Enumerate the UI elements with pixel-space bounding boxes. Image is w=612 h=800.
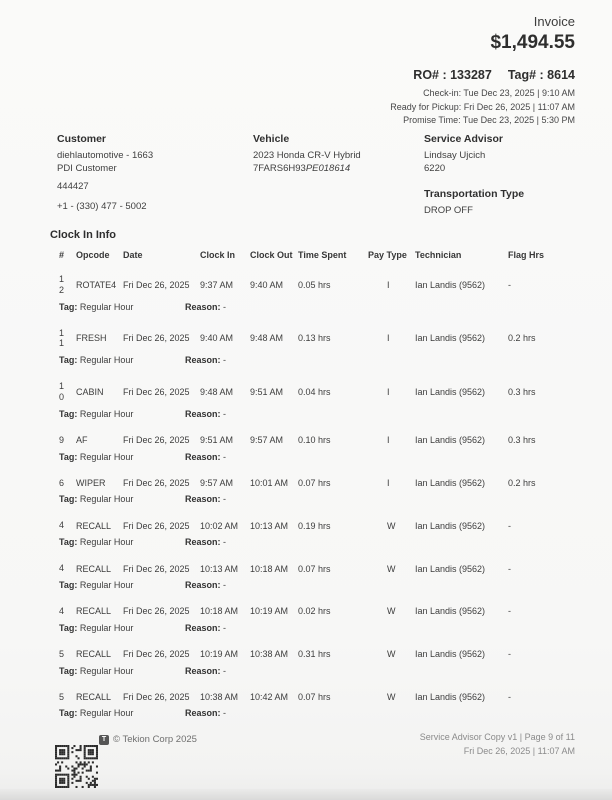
row-reason-value: -: [223, 622, 227, 633]
row-time-spent: 0.10 hrs: [298, 435, 331, 446]
row-pay-type: W: [387, 520, 396, 531]
col-header-clock-out: Clock Out: [250, 250, 293, 260]
row-opcode: AF: [76, 435, 88, 446]
row-pay-type: I: [387, 386, 390, 397]
copy-version-page: Service Advisor Copy v1 | Page 9 of 11: [419, 732, 575, 742]
row-pay-type: I: [387, 435, 390, 446]
row-clock-in: 9:57 AM: [200, 477, 234, 488]
col-header-flag-hrs: Flag Hrs: [508, 250, 545, 260]
row-flag-hrs: -: [508, 520, 511, 531]
row-clock-out: 10:42 AM: [250, 691, 289, 702]
clock-in-title: Clock In Info: [50, 229, 116, 241]
customer-heading: Customer: [57, 133, 107, 145]
row-tag-label: Tag:: [59, 622, 78, 633]
vehicle-heading: Vehicle: [253, 133, 290, 145]
row-reason-value: -: [223, 494, 227, 505]
row-date: Fri Dec 26, 2025: [123, 563, 190, 574]
row-clock-in: 10:18 AM: [200, 606, 239, 617]
row-date: Fri Dec 26, 2025: [123, 477, 190, 488]
promise-time-line: Promise Time: Tue Dec 23, 2025 | 5:30 PM: [403, 115, 575, 125]
col-header-pay-type: Pay Type: [368, 250, 407, 260]
vehicle-vin: [253, 163, 424, 176]
row-technician: Ian Landis (9562): [415, 520, 486, 531]
vin-suffix: PE018614: [305, 162, 351, 174]
row-number: 12: [59, 274, 65, 295]
row-reason-label: Reason:: [185, 451, 221, 462]
row-technician: Ian Landis (9562): [415, 333, 486, 344]
table-row: [59, 598, 575, 641]
row-clock-in: 9:48 AM: [200, 386, 234, 397]
table-row: [59, 555, 575, 598]
row-clock-out: 10:01 AM: [250, 477, 289, 488]
row-date: Fri Dec 26, 2025: [123, 606, 190, 617]
row-reason-label: Reason:: [185, 408, 221, 419]
ro-tag-line: [390, 68, 575, 82]
copyright-text: © Tekion Corp 2025: [113, 734, 197, 745]
row-tag-label: Tag:: [59, 355, 78, 366]
row-tag-value: Regular Hour: [79, 494, 134, 505]
invoice-title: Invoice: [533, 14, 575, 29]
row-tag-value: Regular Hour: [79, 451, 134, 462]
row-clock-in: 9:40 AM: [200, 333, 234, 344]
vehicle-block: [253, 133, 424, 218]
row-pay-type: W: [387, 649, 396, 660]
col-header-num: #: [59, 250, 65, 260]
row-technician: Ian Landis (9562): [415, 477, 486, 488]
row-opcode: FRESH: [76, 333, 107, 344]
row-clock-out: 10:18 AM: [250, 563, 289, 574]
row-clock-out: 10:13 AM: [250, 520, 289, 531]
row-reason-label: Reason:: [185, 537, 221, 548]
customer-number: 444427: [57, 181, 89, 192]
col-header-date: Date: [123, 250, 143, 260]
row-date: Fri Dec 26, 2025: [123, 649, 190, 660]
row-date: Fri Dec 26, 2025: [123, 386, 190, 397]
row-tag-label: Tag:: [59, 537, 78, 548]
row-tag-label: Tag:: [59, 708, 78, 719]
table-row: [59, 470, 575, 513]
service-advisor-name: Lindsay Ujcich: [424, 150, 486, 161]
vehicle-model: 2023 Honda CR-V Hybrid: [253, 150, 361, 161]
row-flag-hrs: 0.3 hrs: [508, 435, 536, 446]
table-row: [59, 427, 575, 470]
row-tag-value: Regular Hour: [79, 537, 134, 548]
row-opcode: CABIN: [76, 386, 104, 397]
row-clock-in: 9:51 AM: [200, 435, 234, 446]
print-timestamp: Fri Dec 26, 2025 | 11:07 AM: [463, 745, 575, 756]
row-reason-value: -: [223, 408, 227, 419]
row-clock-in: 9:37 AM: [200, 279, 234, 290]
row-pay-type: W: [387, 563, 396, 574]
row-technician: Ian Landis (9562): [415, 606, 486, 617]
row-clock-out: 10:19 AM: [250, 606, 289, 617]
row-tag-label: Tag:: [59, 301, 78, 312]
table-header-row: [59, 247, 575, 266]
invoice-amount: $1,494.55: [490, 32, 575, 53]
row-flag-hrs: -: [508, 691, 511, 702]
row-tag-label: Tag:: [59, 579, 78, 590]
service-advisor-heading: Service Advisor: [424, 133, 503, 145]
row-clock-out: 9:51 AM: [250, 386, 284, 397]
row-pay-type: I: [387, 279, 390, 290]
header-dates: [390, 87, 575, 128]
table-row: [59, 320, 575, 374]
check-in-line: Check-in: Tue Dec 23, 2025 | 9:10 AM: [423, 88, 575, 98]
row-reason-value: -: [223, 579, 227, 590]
row-technician: Ian Landis (9562): [415, 435, 486, 446]
row-flag-hrs: 0.3 hrs: [508, 386, 536, 397]
row-opcode: RECALL: [76, 563, 112, 574]
col-header-opcode: Opcode: [76, 250, 110, 260]
row-reason-value: -: [223, 537, 227, 548]
row-opcode: RECALL: [76, 691, 112, 702]
row-tag-label: Tag:: [59, 665, 78, 676]
transportation-heading: Transportation Type: [424, 188, 525, 200]
customer-type: PDI Customer: [57, 162, 117, 174]
row-time-spent: 0.19 hrs: [298, 520, 331, 531]
row-reason-label: Reason:: [185, 708, 221, 719]
row-technician: Ian Landis (9562): [415, 279, 486, 290]
clock-in-table: [59, 247, 575, 726]
table-row: [59, 512, 575, 555]
row-clock-out: 10:38 AM: [250, 649, 289, 660]
row-number: 5: [59, 691, 65, 702]
customer-block: [57, 133, 253, 218]
row-number: 11: [59, 327, 65, 349]
ready-for-pickup-line: Ready for Pickup: Fri Dec 26, 2025 | 11:07 AM: [390, 101, 575, 112]
row-reason-label: Reason:: [185, 494, 221, 505]
row-time-spent: 0.13 hrs: [298, 333, 331, 344]
row-flag-hrs: 0.2 hrs: [508, 477, 536, 488]
row-reason-label: Reason:: [185, 301, 221, 312]
table-row: [59, 266, 575, 320]
row-flag-hrs: -: [508, 649, 511, 660]
row-number: 9: [59, 434, 65, 445]
transportation-value: DROP OFF: [424, 205, 473, 216]
row-reason-value: -: [223, 355, 227, 366]
row-flag-hrs: -: [508, 606, 511, 617]
vin-prefix: 7FARS6H93: [253, 162, 306, 174]
row-clock-out: 9:40 AM: [250, 279, 284, 290]
row-clock-in: 10:02 AM: [200, 520, 239, 531]
row-pay-type: I: [387, 333, 390, 344]
row-time-spent: 0.05 hrs: [298, 279, 331, 290]
row-technician: Ian Landis (9562): [415, 563, 486, 574]
footer-copyright: [99, 734, 197, 745]
scan-edge-shadow: [0, 789, 612, 800]
row-opcode: RECALL: [76, 606, 112, 617]
table-row: [59, 373, 575, 427]
customer-phone: +1 - (330) 477 - 5002: [57, 200, 147, 212]
row-opcode: ROTATE4: [76, 279, 117, 290]
ro-number: RO# : 133287: [413, 68, 492, 82]
row-tag-label: Tag:: [59, 494, 78, 505]
row-opcode: WIPER: [76, 477, 106, 488]
row-flag-hrs: 0.2 hrs: [508, 333, 536, 344]
clock-table-body: [59, 266, 575, 726]
row-opcode: RECALL: [76, 649, 112, 660]
row-flag-hrs: -: [508, 279, 511, 290]
row-tag-value: Regular Hour: [79, 408, 134, 419]
invoice-header: [390, 14, 575, 128]
tekion-logo-icon: T: [99, 735, 109, 745]
row-reason-label: Reason:: [185, 355, 221, 366]
row-reason-value: -: [223, 451, 227, 462]
row-clock-in: 10:13 AM: [200, 563, 239, 574]
row-tag-value: Regular Hour: [79, 622, 134, 633]
row-date: Fri Dec 26, 2025: [123, 435, 190, 446]
row-technician: Ian Landis (9562): [415, 649, 486, 660]
row-date: Fri Dec 26, 2025: [123, 333, 190, 344]
row-time-spent: 0.07 hrs: [298, 691, 331, 702]
row-flag-hrs: -: [508, 563, 511, 574]
row-date: Fri Dec 26, 2025: [123, 520, 190, 531]
col-header-clock-in: Clock In: [200, 250, 236, 260]
row-clock-in: 10:19 AM: [200, 649, 239, 660]
qr-code: [55, 745, 98, 788]
transportation-block: [424, 188, 575, 218]
row-number: 10: [59, 381, 65, 402]
row-reason-value: -: [223, 301, 227, 312]
row-reason-label: Reason:: [185, 579, 221, 590]
row-clock-out: 9:57 AM: [250, 435, 284, 446]
row-time-spent: 0.02 hrs: [298, 606, 331, 617]
row-reason-value: -: [223, 665, 227, 676]
row-technician: Ian Landis (9562): [415, 691, 486, 702]
tag-number: Tag# : 8614: [507, 68, 575, 82]
row-tag-value: Regular Hour: [79, 301, 134, 312]
info-section: [57, 133, 575, 218]
row-time-spent: 0.04 hrs: [298, 386, 331, 397]
row-time-spent: 0.07 hrs: [298, 477, 331, 488]
col-header-time-spent: Time Spent: [298, 250, 347, 260]
row-tag-value: Regular Hour: [79, 708, 134, 719]
row-reason-value: -: [223, 708, 227, 719]
col-header-technician: Technician: [415, 250, 462, 260]
row-pay-type: W: [387, 691, 396, 702]
row-time-spent: 0.31 hrs: [298, 649, 331, 660]
row-tag-label: Tag:: [59, 408, 78, 419]
row-number: 5: [59, 648, 65, 659]
row-reason-label: Reason:: [185, 622, 221, 633]
row-tag-value: Regular Hour: [79, 665, 134, 676]
row-number: 4: [59, 520, 65, 531]
table-row: [59, 684, 575, 727]
row-number: 6: [59, 477, 65, 488]
row-time-spent: 0.07 hrs: [298, 563, 331, 574]
row-date: Fri Dec 26, 2025: [123, 279, 190, 290]
row-pay-type: I: [387, 477, 390, 488]
row-tag-value: Regular Hour: [79, 355, 134, 366]
row-pay-type: W: [387, 606, 396, 617]
row-date: Fri Dec 26, 2025: [123, 691, 190, 702]
row-technician: Ian Landis (9562): [415, 386, 486, 397]
row-tag-value: Regular Hour: [79, 579, 134, 590]
table-row: [59, 641, 575, 684]
row-tag-label: Tag:: [59, 451, 78, 462]
customer-name: diehlautomotive - 1663: [57, 150, 154, 161]
footer-page-info: [420, 731, 575, 758]
row-reason-label: Reason:: [185, 665, 221, 676]
advisor-block: [424, 133, 575, 218]
service-advisor-id: 6220: [424, 162, 446, 174]
row-opcode: RECALL: [76, 520, 112, 531]
row-number: 4: [59, 563, 65, 574]
row-clock-out: 9:48 AM: [250, 333, 284, 344]
row-number: 4: [59, 605, 65, 616]
row-clock-in: 10:38 AM: [200, 691, 239, 702]
